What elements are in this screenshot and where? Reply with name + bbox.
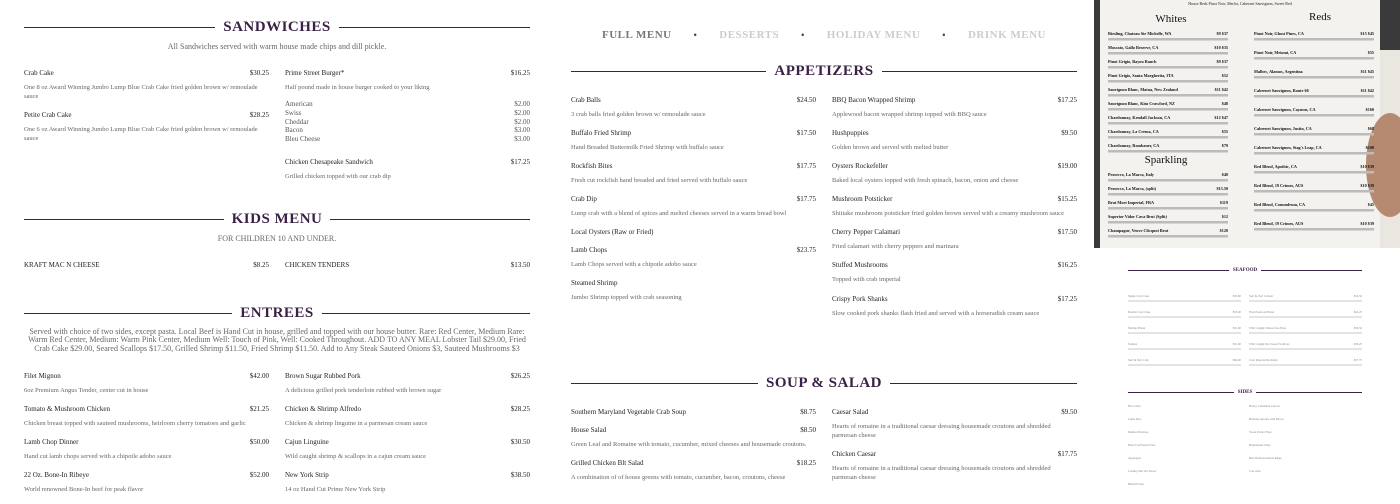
wine-name: Champagne, Veuve Clicquot Brut	[1108, 228, 1169, 233]
item-price: $52.00	[249, 471, 269, 480]
item-name: Crab Balls	[571, 96, 601, 104]
item-price: $23.75	[796, 246, 816, 255]
appetizers-section-title: APPETIZERS	[571, 63, 1077, 80]
addon-row	[285, 135, 530, 144]
doc-side: Homemade Chips	[1249, 443, 1271, 447]
seafood-items	[1128, 294, 1362, 374]
doc-item-name: Double Crab Cake	[1128, 310, 1151, 314]
item-desc: Half pound made in house burger cooked to your liking	[285, 84, 430, 91]
item-name: Rockfish Bites	[571, 162, 613, 171]
wine-desc-text	[1254, 57, 1374, 60]
item-desc: Chicken & shrimp linguine in a parmesan cream sauce	[285, 420, 428, 428]
wine-desc-text	[1108, 66, 1228, 69]
whites-title: Whites	[1155, 13, 1187, 25]
item-desc: Hand Breaded Buttermilk Fried Shrimp with buffalo sauce	[571, 144, 724, 152]
doc-item-name: Fried Seafood Platter	[1249, 310, 1275, 314]
item-desc: One 6 oz Award Winning Jumbo Lump Blue Crab Cake fried golden brown w/ remoulade sauce	[24, 126, 258, 143]
item-name: Crispy Pork Shanks	[832, 294, 888, 303]
item-name: Lamb Chops	[571, 246, 607, 255]
wine-desc-text	[1108, 150, 1228, 153]
menu-item	[24, 111, 269, 143]
item-desc: Golden brown and served with melted butter	[832, 144, 949, 152]
item-name: New York Strip	[285, 471, 329, 480]
doc-item-name: Shrimp Platter	[1128, 326, 1146, 330]
addon-name: Cheddar	[285, 117, 309, 126]
item-name: Cherry Pepper Calamari	[832, 228, 901, 237]
menu-item	[832, 228, 1077, 251]
wine-name: Cabernet Sauvignon, Caymus, CA	[1254, 107, 1316, 112]
wine-name: Pinot Grigio, Bayou Ranch	[1108, 59, 1157, 64]
item-name: Crab Cake	[24, 69, 54, 77]
menu-item	[285, 158, 530, 181]
item-name: Steamed Shrimp	[571, 279, 618, 288]
doc-item-name: Crab Imperial Rockfish	[1249, 358, 1278, 362]
item-name: Crab Dip	[571, 195, 597, 204]
addon-name: American	[285, 100, 313, 109]
doc-item-name: Surf & Turf Lobster	[1249, 294, 1274, 298]
item-price: $17.50	[1057, 228, 1077, 237]
item-desc: Baked local oysters topped with fresh spinach, bacon, onion and cheese	[832, 177, 1019, 185]
item-name: Brown Sugar Rubbed Pork	[285, 372, 361, 380]
menu-item	[832, 129, 1077, 152]
item-desc: Grilled chicken topped with our crab dip	[285, 172, 391, 180]
menu-item	[832, 162, 1077, 185]
doc-item-price: $54.50	[1353, 294, 1362, 298]
wine-price: $13.50	[1216, 186, 1228, 191]
doc-side: Mashed Potatoes	[1128, 430, 1149, 434]
item-price: $28.25	[249, 111, 269, 120]
doc-side: Sweet Potato Fries	[1249, 430, 1272, 434]
item-name: Oysters Rockefeller	[832, 162, 888, 171]
doc-item-price: $39.50	[1353, 326, 1362, 330]
doc-item-name: Wild Caught Chilean Sea Bass	[1249, 326, 1286, 330]
item-price: $18.25	[796, 459, 816, 468]
doc-side: Hand Cut French Fries	[1128, 443, 1156, 447]
wine-desc-text	[1254, 190, 1374, 193]
wine-desc-text	[1254, 133, 1374, 136]
menu-item	[832, 195, 1077, 218]
seafood-document-thumbnail	[1094, 248, 1400, 500]
wine-price: $119	[1219, 200, 1228, 205]
tab-holiday-menu[interactable]: HOLIDAY MENU	[826, 29, 921, 41]
wine-name: Superior Vidor Cava Brut (Split)	[1108, 214, 1167, 219]
wine-price: $10 $39	[1360, 221, 1374, 226]
item-desc: A delicious grilled pork tenderloin rubbed with brown sugar	[285, 387, 442, 394]
item-price: $26.25	[510, 372, 530, 380]
wine-name: Chardonnay, Rombauer, CA	[1108, 143, 1160, 148]
item-desc: A combination of of house greens with tomato, cucumber, bacon, croutons, cheese	[571, 474, 786, 482]
item-name: Chicken Chesapeake Sandwich	[285, 157, 373, 166]
doc-item-price: $39.00	[1232, 294, 1241, 298]
doc-item-price: $64.00	[1232, 358, 1241, 362]
wine-desc-text	[1254, 209, 1374, 212]
item-name: Grilled Chicken Blt Salad	[571, 459, 644, 468]
wine-price: $40	[1221, 172, 1228, 177]
addon-price: $3.00	[514, 135, 530, 144]
item-name: Chicken Caesar	[832, 450, 877, 459]
item-name: Chicken & Shrimp Alfredo	[285, 405, 362, 414]
wine-price: $12	[1221, 214, 1228, 219]
menu-item	[285, 405, 530, 428]
wine-name: Pinot Noir, Ghost Pines, CA	[1254, 31, 1304, 36]
wine-price: $10 $39	[1360, 164, 1374, 169]
wine-desc-text	[1254, 95, 1374, 98]
wine-name: Pinot Grigio, Santa Margherita, ITA	[1108, 73, 1174, 78]
menu-item	[571, 426, 816, 449]
item-price: $15.25	[1057, 195, 1077, 204]
menu-item	[832, 450, 1077, 482]
menu-item	[571, 279, 816, 302]
item-desc: 6oz Premium Angus Tender, center cut in house	[24, 387, 149, 394]
addon-name: Swiss	[285, 108, 302, 117]
menu-tabs	[571, 29, 1077, 41]
menu-item	[24, 69, 269, 101]
item-price: $19.00	[1057, 162, 1077, 171]
doc-item	[1249, 294, 1362, 302]
doc-item-price: $53.00	[1232, 310, 1241, 314]
item-name: Local Oysters (Raw or Fried)	[571, 228, 654, 237]
doc-side: Cole slaw	[1249, 469, 1261, 473]
wine-price: $11 $42	[1360, 88, 1374, 93]
wine-menu-photo-svg	[1094, 0, 1400, 248]
item-name: House Salad	[571, 426, 607, 434]
wine-name: Sauvignon Blanc, Matua, New Zealand	[1108, 87, 1178, 92]
wine-name: Prosecco, La Marca, (split)	[1108, 186, 1157, 191]
entrees-section-title: ENTREES	[24, 305, 530, 322]
wine-name: Red Blend, Apothic, CA	[1254, 164, 1297, 169]
menu-item	[285, 69, 530, 92]
item-price: $16.25	[510, 69, 530, 77]
item-name: Tomato & Mushroom Chicken	[24, 405, 111, 414]
wine-price: $48	[1221, 101, 1228, 106]
wine-desc-text	[1108, 52, 1228, 55]
tab-separator: •	[693, 30, 698, 40]
wine-desc-text	[1108, 179, 1228, 182]
item-price: $17.25	[510, 157, 530, 166]
wine-price: $12 $47	[1214, 115, 1228, 120]
doc-side: Brussels Sprouts with Bacon	[1249, 417, 1284, 421]
wine-header: House Reds Pinot Noir, Merlot, Cabernet Sauvignon, Sweet Red	[1188, 1, 1292, 6]
item-price: $50.00	[249, 438, 269, 447]
sparkling-title: Sparkling	[1144, 154, 1188, 166]
item-price: $17.75	[796, 195, 816, 204]
doc-side: Honey Cinnamon Carrots	[1249, 404, 1280, 408]
menu-item	[24, 471, 269, 494]
menu-item	[571, 246, 816, 269]
item-desc: Lump crab with a blend of spices and melted cheeses served in a warm bread bowl	[571, 210, 787, 218]
tab-full-menu[interactable]: FULL MENU	[602, 29, 672, 41]
wine-desc-text	[1108, 108, 1228, 111]
wine-desc-text	[1254, 114, 1374, 117]
doc-item	[1128, 294, 1241, 302]
kids-section-title: KIDS MENU	[24, 211, 530, 228]
wine-desc-text	[1108, 38, 1228, 41]
wine-menu-photo	[1094, 0, 1400, 248]
doc-item-price: $31.00	[1232, 326, 1241, 330]
wine-name: Chardonnay, La Crema, CA	[1108, 129, 1159, 134]
doc-item	[1128, 310, 1241, 318]
wine-name: Red Blend, Conundrum, CA	[1254, 202, 1306, 207]
item-name: CHICKEN TENDERS	[285, 261, 350, 269]
doc-item-name: Single Crab Cake	[1128, 294, 1150, 298]
doc-item-name: Salmon	[1128, 342, 1138, 346]
item-price: $9.50	[1061, 408, 1077, 416]
item-desc: Jumbo Shrimp topped with crab seasoning	[571, 294, 682, 302]
doc-item-name: Wild Caught Pan Seared Scallops	[1249, 342, 1290, 346]
wine-price: $55	[1221, 129, 1228, 134]
menu-item	[24, 405, 269, 428]
wine-price: $11 $42	[1214, 87, 1228, 92]
wine-price: $160	[1365, 107, 1374, 112]
item-price: $17.25	[1057, 96, 1077, 104]
wine-name: Cabernet Sauvignon, Route 66	[1254, 88, 1309, 93]
doc-item	[1249, 342, 1362, 350]
item-name: KRAFT MAC N CHEESE	[24, 261, 100, 269]
wine-price: $52	[1221, 73, 1228, 78]
item-price: $8.75	[800, 408, 816, 416]
menu-item	[571, 96, 816, 119]
wine-name: Moscato, Gallo Reserve, CA	[1108, 45, 1159, 50]
wine-price: $9 $37	[1216, 59, 1228, 64]
menu-item	[285, 438, 530, 461]
item-price: $30.25	[249, 69, 269, 77]
item-name: Caesar Salad	[832, 408, 869, 416]
item-name: Filet Mignon	[24, 372, 61, 380]
item-price: $28.25	[510, 405, 530, 414]
sides-title: SIDES	[1128, 390, 1362, 395]
item-name: Stuffed Mushrooms	[832, 261, 888, 270]
item-name: Prime Street Burger*	[285, 69, 345, 77]
item-price: $30.50	[510, 438, 530, 447]
wine-desc-text	[1254, 38, 1374, 41]
sides-items	[1128, 404, 1362, 495]
addon-name: Bacon	[285, 126, 303, 135]
item-price: $38.50	[510, 471, 530, 480]
menu-item	[832, 295, 1077, 318]
item-desc: Lamb Chops served with a chipotle adobo sauce	[571, 261, 697, 269]
menu-item	[285, 471, 530, 494]
tab-drink-menu[interactable]: DRINK MENU	[967, 29, 1046, 41]
doc-side: Baked Potato	[1128, 482, 1145, 486]
doc-item-price: $39.25	[1353, 342, 1362, 346]
wine-price: $45	[1367, 202, 1374, 207]
menu-item	[571, 195, 816, 218]
wine-price: $120	[1219, 228, 1228, 233]
wine-desc-text	[1108, 80, 1228, 83]
tab-separator: •	[801, 30, 805, 40]
item-name: Hushpuppies	[832, 129, 869, 138]
item-desc: Hearts of romaine in a traditional caesar dressing housemade croutons and shredded parmesan cheese	[832, 423, 1051, 440]
entrees-items	[24, 372, 530, 504]
menu-item	[571, 129, 816, 152]
doc-side: Creamy Mac & Cheese	[1128, 469, 1157, 473]
item-price: $17.75	[796, 162, 816, 171]
doc-side: Cajun Rice	[1128, 417, 1142, 421]
item-desc: Hearts of romaine in a traditional caesar dressing housemade croutons and shredded parmesan cheese	[832, 465, 1051, 482]
wine-name: Chardonnay, Kendall Jackson, CA	[1108, 115, 1171, 120]
wine-desc-text	[1108, 193, 1228, 196]
doc-side: Asparagus	[1128, 456, 1141, 460]
addon-price: $2.00	[514, 117, 530, 126]
item-price: $17.25	[1057, 294, 1077, 303]
addon-name: Bleu Cheese	[285, 135, 321, 144]
item-desc: Topped with crab imperial	[832, 276, 901, 284]
menu-item	[24, 372, 269, 395]
item-price: $8.25	[253, 261, 269, 269]
wine-desc-text	[1108, 221, 1228, 224]
item-name: Southern Maryland Vegetable Crab Soup	[571, 408, 686, 416]
entrees-subtitle: Served with choice of two sides, except pasta. Local Beef is Hand Cut in house, grilled and topped with our house butter. Rare: Red Center, Medium Rare: Warm Red Center, Medium: Warm Pink Center, Medium Well: Touch of Pink, Well: Cooked Throughout. ADD TO ANY MEAL Lobster Tail $29.00, Fried Crab Cake $29.00, Seared Scallops $17.50, Grilled Shrimp $11.50, Fried Shrimp $11.50. Add to Any Steak Sauteed Onions $3, Sauteed Mushrooms $3	[28, 327, 526, 353]
wine-price: $11 $45	[1360, 69, 1374, 74]
item-desc: Hand cut lamb chops served with a chipotle adobo sauce	[24, 453, 172, 461]
wine-price: $10 $35	[1214, 45, 1228, 50]
doc-item	[1128, 326, 1241, 334]
item-desc: Chicken breast topped with sauteed mushrooms, heirloom cherry tomatoes and garlic	[24, 420, 246, 428]
wine-desc-text	[1108, 207, 1228, 210]
wine-name: Prosecco, La Marca, Italy	[1108, 172, 1155, 177]
item-price: $16.25	[1057, 261, 1077, 270]
item-name: Cajun Linguine	[285, 438, 329, 447]
wine-price: $100	[1365, 145, 1374, 150]
sandwiches-section-title: SANDWICHES	[24, 19, 530, 36]
doc-item	[1249, 358, 1362, 366]
wine-desc-text	[1254, 171, 1374, 174]
tab-separator: •	[942, 30, 946, 40]
kids-subtitle: FOR CHILDREN 10 AND UNDER.	[217, 234, 337, 243]
menu-item	[571, 408, 816, 416]
addon-row	[285, 109, 530, 118]
item-desc: 14 oz Hand Cut Prime New York Strip	[285, 486, 386, 494]
item-desc: Fresh cut rockfish hand breaded and fried served with buffalo sauce	[571, 177, 748, 185]
item-desc: Fried calamari with cherry peppers and marinara	[832, 243, 959, 251]
seafood-title: SEAFOOD	[1128, 268, 1362, 273]
item-price: $13.50	[510, 261, 530, 269]
wine-name: Cabernet Sauvignon, Stag's Leap, CA	[1254, 145, 1322, 150]
burger-addons	[285, 100, 530, 144]
doc-item	[1249, 310, 1362, 318]
item-name: BBQ Bacon Wrapped Shrimp	[832, 96, 916, 104]
addon-row	[285, 118, 530, 127]
item-name: 22 Oz. Bone-In Ribeye	[24, 471, 89, 480]
wine-name: Brut Moet Imperial, FRA	[1108, 200, 1155, 205]
item-price: $9.50	[1061, 129, 1077, 138]
menu-item	[832, 261, 1077, 284]
addon-price: $2.00	[514, 108, 530, 117]
addon-row	[285, 126, 530, 135]
wine-price: $15 $45	[1360, 31, 1374, 36]
item-desc: Shiitake mushroom potsticker fried golden brown served with a creamy mushroom sauce	[832, 210, 1064, 218]
wine-price: $55	[1367, 50, 1374, 55]
wine-price: $79	[1221, 143, 1228, 148]
wine-name: Red Blend, 19 Crimes, AUS	[1254, 221, 1304, 226]
wine-name: Red Blend, 19 Crimes, AUS	[1254, 183, 1304, 188]
wine-price: $10 $39	[1360, 183, 1374, 188]
wine-desc-text	[1108, 94, 1228, 97]
menu-item	[832, 408, 1077, 440]
wine-desc-text	[1108, 122, 1228, 125]
doc-item	[1128, 342, 1241, 350]
soup-salad-items	[571, 408, 1077, 492]
menu-item	[571, 459, 816, 482]
item-desc: Slow cooked pork shanks flash fried and served with a horseradish cream sauce	[832, 309, 1040, 317]
item-name: Mushroom Potsticker	[832, 195, 893, 204]
item-name: Lamb Chop Dinner	[24, 438, 79, 447]
item-desc: World renowned Bone-In beef for peak flavor	[24, 486, 144, 494]
item-name: Buffalo Fried Shrimp	[571, 129, 632, 138]
item-price: $24.50	[796, 96, 816, 104]
item-price: $21.25	[249, 405, 269, 414]
item-price: $17.75	[1057, 450, 1077, 459]
reds-title: Reds	[1309, 11, 1331, 23]
doc-side: Beer Battered Onion Rings	[1249, 456, 1282, 460]
wine-price: $9 $37	[1216, 31, 1228, 36]
addon-price: $2.00	[514, 100, 530, 109]
item-name: Petite Crab Cake	[24, 111, 72, 120]
addon-row	[285, 100, 530, 109]
wine-name: Pinot Noir, Meiomi, CA	[1254, 50, 1297, 55]
menu-item	[24, 261, 269, 269]
menu-item	[571, 162, 816, 185]
doc-item-price: $42.25	[1353, 310, 1362, 314]
wine-name: Sauvignon Blanc, Kim Crawford, NZ	[1108, 101, 1175, 106]
wine-name: Riesling, Chateau Ste Michelle, WA	[1108, 31, 1172, 36]
wine-desc-text	[1108, 235, 1228, 238]
item-desc: 3 crab balls fried golden brown w/ remoulade sauce	[571, 111, 706, 118]
soup-salad-section-title: SOUP & SALAD	[571, 375, 1077, 392]
kids-items	[24, 261, 530, 269]
doc-item-name: Surf & Turf Crab	[1128, 358, 1149, 362]
menu-item	[285, 261, 530, 269]
item-desc: Green Leaf and Romaine with tomato, cucumber, mixed cheeses and housemade croutons.	[571, 441, 807, 448]
doc-item	[1249, 326, 1362, 334]
doc-item-price: $31.00	[1232, 342, 1241, 346]
item-price: $42.00	[249, 372, 269, 380]
menu-item	[285, 372, 530, 395]
menu-item	[24, 438, 269, 461]
item-price: $17.50	[796, 129, 816, 138]
item-desc: Applewood bacon wrapped shrimp topped with BBQ sauce	[832, 111, 987, 118]
menu-item	[832, 96, 1077, 119]
item-desc: Wild caught shrimp & scallops in a cajun cream sauce	[285, 453, 427, 461]
wine-desc-text	[1254, 76, 1374, 79]
menu-item	[571, 228, 816, 236]
addon-price: $3.00	[514, 126, 530, 135]
doc-side: Broccolini	[1128, 404, 1141, 408]
wine-desc-text	[1108, 136, 1228, 139]
appetizer-items	[571, 96, 1077, 328]
wine-name: Cabernet Sauvignon, Justin, CA	[1254, 126, 1312, 131]
sandwiches-subtitle: All Sandwiches served with warm house made chips and dill pickle.	[167, 42, 387, 51]
doc-item	[1128, 358, 1241, 366]
wine-desc-text	[1254, 228, 1374, 231]
tab-desserts[interactable]: DESSERTS	[719, 29, 780, 41]
wine-price: $68	[1367, 126, 1374, 131]
item-price: $8.50	[800, 426, 816, 434]
doc-item-price: $37.75	[1353, 358, 1362, 362]
wine-desc-text	[1254, 152, 1374, 155]
item-desc: One 8 oz Award Winning Jumbo Lump Blue Crab Cake fried golden brown w/ remoulade sauce	[24, 84, 258, 101]
wine-name: Malbec, Alamos, Argentina	[1254, 69, 1303, 74]
sandwiches-items	[24, 69, 530, 191]
